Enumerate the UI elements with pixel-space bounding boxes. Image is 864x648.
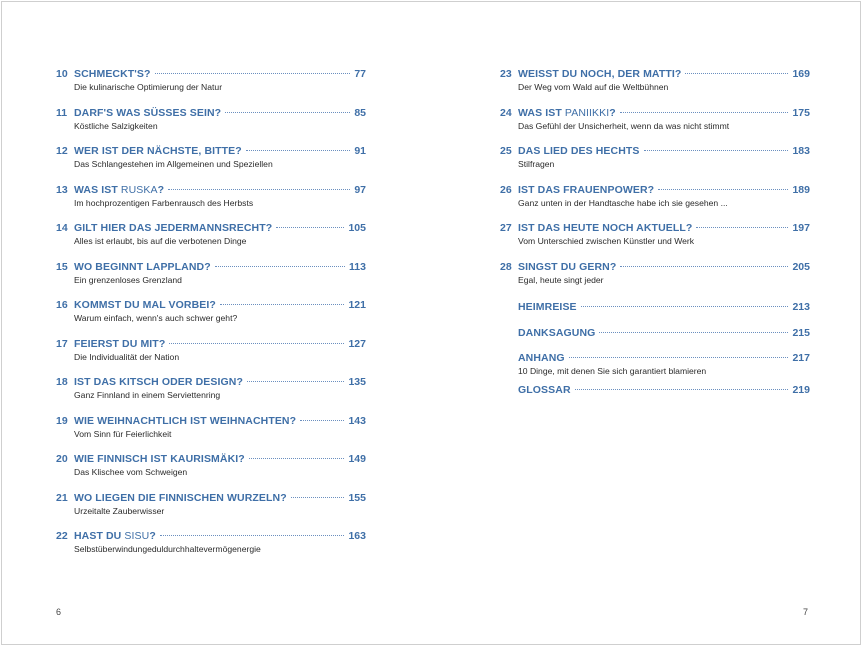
page-number: 163 bbox=[348, 530, 366, 542]
toc-entry[interactable] bbox=[56, 451, 366, 490]
chapter-title-main: GILT HIER DAS JEDERMANNSRECHT? bbox=[74, 222, 273, 234]
chapter-number: 17 bbox=[56, 337, 68, 350]
chapter-title-term: PANIIKKI bbox=[564, 106, 610, 119]
page-number: 175 bbox=[792, 106, 810, 119]
toc-entry-line bbox=[500, 259, 810, 275]
chapter-subtitle: Egal, heute singt jeder bbox=[518, 274, 604, 285]
page-number-left: 6 bbox=[56, 607, 62, 617]
chapter-number: 11 bbox=[56, 106, 68, 119]
chapter-number: 16 bbox=[56, 299, 68, 311]
chapter-number: 15 bbox=[56, 260, 68, 273]
toc-entry-line bbox=[56, 451, 366, 467]
section-title: GLOSSAR bbox=[518, 384, 571, 396]
toc-entry[interactable] bbox=[56, 374, 366, 413]
chapter-title bbox=[74, 259, 211, 275]
toc-entry-line bbox=[56, 259, 366, 275]
dot-leader bbox=[168, 189, 350, 190]
dot-leader bbox=[300, 420, 344, 421]
chapter-subtitle: Urzeitalte Zauberwisser bbox=[74, 505, 165, 516]
chapter-number: 21 bbox=[56, 491, 68, 504]
page-number: 135 bbox=[348, 376, 366, 388]
page-number: 149 bbox=[348, 453, 366, 465]
toc-extra-entry[interactable] bbox=[500, 299, 810, 325]
toc-entry-line bbox=[500, 299, 810, 315]
chapter-title bbox=[74, 413, 296, 429]
toc-entry[interactable] bbox=[500, 220, 810, 259]
toc-entry[interactable] bbox=[56, 259, 366, 298]
chapter-title-main: DAS LIED DES HECHTS bbox=[518, 145, 640, 157]
toc-entry-line bbox=[56, 143, 366, 159]
chapter-title bbox=[518, 220, 692, 236]
chapter-title-term: SISU bbox=[124, 530, 150, 542]
chapter-title-term: RUSKA bbox=[120, 183, 158, 196]
chapter-subtitle: Köstliche Salzigkeiten bbox=[74, 120, 158, 131]
chapter-subtitle: Der Weg vom Wald auf die Weltbühnen bbox=[518, 82, 669, 92]
chapter-number: 20 bbox=[56, 453, 68, 465]
dot-leader bbox=[169, 343, 344, 344]
chapter-title-main: HAST DU bbox=[74, 530, 125, 542]
chapter-subtitle: Vom Unterschied zwischen Künstler und Werk bbox=[518, 236, 695, 246]
chapter-number: 26 bbox=[500, 183, 512, 196]
page-number: 127 bbox=[348, 337, 366, 350]
toc-entry[interactable] bbox=[56, 182, 366, 221]
chapter-title bbox=[74, 490, 287, 506]
chapter-title-main: FEIERST DU MIT? bbox=[74, 337, 166, 350]
chapter-title-main: WO BEGINNT LAPPLAND? bbox=[74, 260, 211, 273]
chapter-title-end: ? bbox=[609, 106, 616, 119]
chapter-title bbox=[74, 374, 243, 390]
chapter-subtitle: Die Individualität der Nation bbox=[74, 351, 180, 362]
toc-entry-line bbox=[500, 105, 810, 121]
chapter-title bbox=[518, 182, 654, 198]
chapter-title-main: WAS IST bbox=[74, 183, 121, 196]
dot-leader bbox=[249, 458, 345, 459]
chapter-subtitle: Die kulinarische Optimierung der Natur bbox=[74, 82, 223, 92]
chapter-title bbox=[74, 182, 164, 198]
toc-entry-line bbox=[56, 336, 366, 352]
dot-leader bbox=[575, 389, 789, 390]
page-number: 183 bbox=[792, 145, 810, 157]
section-title: DANKSAGUNG bbox=[518, 326, 596, 339]
toc-entry[interactable] bbox=[56, 297, 366, 336]
chapter-title bbox=[74, 528, 156, 544]
dot-leader bbox=[581, 306, 789, 307]
dot-leader bbox=[569, 357, 789, 358]
chapter-title bbox=[74, 297, 216, 313]
page-number: 155 bbox=[348, 491, 366, 504]
toc-entry[interactable] bbox=[56, 490, 366, 529]
page-number: 205 bbox=[792, 260, 810, 273]
dot-leader bbox=[620, 266, 788, 267]
dot-leader bbox=[155, 73, 351, 74]
chapter-title-main: IST DAS KITSCH ODER DESIGN? bbox=[74, 376, 243, 388]
toc-entry-line bbox=[56, 413, 366, 429]
chapter-subtitle: Ganz unten in der Handtasche habe ich sie gesehen ... bbox=[518, 197, 728, 208]
page-number: 121 bbox=[348, 299, 366, 311]
chapter-title-main: WAS IST bbox=[518, 106, 565, 119]
chapter-subtitle: Stilfragen bbox=[518, 159, 555, 169]
chapter-number: 19 bbox=[56, 414, 68, 427]
chapter-title-end: ? bbox=[157, 183, 165, 196]
chapter-subtitle: Das Schlangestehen im Allgemeinen und Speziellen bbox=[74, 159, 273, 169]
dot-leader bbox=[225, 112, 350, 113]
dot-leader bbox=[291, 497, 345, 498]
toc-left-column bbox=[56, 66, 366, 567]
chapter-title bbox=[74, 105, 221, 121]
toc-entry[interactable] bbox=[500, 105, 810, 144]
dot-leader bbox=[276, 227, 344, 228]
toc-entry-line bbox=[56, 528, 366, 544]
toc-entry-line bbox=[500, 220, 810, 236]
toc-entry-line bbox=[56, 105, 366, 121]
toc-entry[interactable] bbox=[56, 143, 366, 182]
dot-leader bbox=[658, 189, 788, 190]
chapter-number: 27 bbox=[500, 222, 512, 234]
chapter-subtitle: Ein grenzenloses Grenzland bbox=[74, 274, 182, 285]
chapter-number: 10 bbox=[56, 68, 68, 80]
chapter-number: 23 bbox=[500, 68, 512, 80]
dot-leader bbox=[246, 150, 351, 151]
chapter-subtitle: Selbstüberwindungeduldurchhaltevermögenergie bbox=[74, 544, 261, 554]
page-number: 197 bbox=[792, 222, 810, 234]
toc-entry-line bbox=[56, 297, 366, 313]
chapter-number: 14 bbox=[56, 222, 68, 234]
dot-leader bbox=[215, 266, 345, 267]
toc-entry-line bbox=[56, 66, 366, 82]
chapter-title-main: KOMMST DU MAL VORBEI? bbox=[74, 299, 216, 311]
page-number: 217 bbox=[792, 352, 810, 364]
page-number: 91 bbox=[354, 145, 366, 157]
page-number: 213 bbox=[792, 301, 810, 313]
chapter-title bbox=[518, 259, 616, 275]
toc-entry-line bbox=[56, 182, 366, 198]
chapter-title-main: IST DAS FRAUENPOWER? bbox=[518, 183, 655, 196]
page-number: 219 bbox=[792, 384, 810, 396]
page-number: 143 bbox=[348, 414, 366, 427]
chapter-subtitle: Alles ist erlaubt, bis auf die verbotenen Dinge bbox=[74, 236, 247, 246]
toc-entry[interactable] bbox=[56, 105, 366, 144]
chapter-title bbox=[74, 336, 165, 352]
page-number: 97 bbox=[354, 183, 366, 196]
toc-entry-line bbox=[56, 490, 366, 506]
page-number: 215 bbox=[792, 326, 810, 339]
dot-leader bbox=[644, 150, 789, 151]
toc-entry[interactable] bbox=[56, 336, 366, 375]
chapter-title-main: WIE WEIHNACHTLICH IST WEIHNACHTEN? bbox=[74, 414, 297, 427]
section-title: HEIMREISE bbox=[518, 301, 577, 313]
chapter-subtitle: Das Gefühl der Unsicherheit, wenn da was nicht stimmt bbox=[518, 120, 730, 131]
dot-leader bbox=[685, 73, 788, 74]
toc-entry-line bbox=[500, 325, 810, 341]
toc-entry[interactable] bbox=[56, 413, 366, 452]
toc-right-column bbox=[500, 66, 810, 408]
chapter-title bbox=[518, 66, 681, 82]
dot-leader bbox=[696, 227, 788, 228]
toc-extra-entry[interactable] bbox=[500, 350, 810, 382]
chapter-subtitle: Vom Sinn für Feierlichkeit bbox=[74, 428, 172, 439]
toc-entry[interactable] bbox=[500, 143, 810, 182]
toc-entry-line bbox=[500, 66, 810, 82]
chapter-title bbox=[74, 451, 245, 467]
chapter-title bbox=[74, 143, 242, 159]
dot-leader bbox=[620, 112, 789, 113]
toc-entry[interactable] bbox=[56, 220, 366, 259]
chapter-title-main: WEISST DU NOCH, DER MATTI? bbox=[518, 68, 682, 80]
dot-leader bbox=[220, 304, 345, 305]
chapter-title bbox=[74, 66, 151, 82]
chapter-title bbox=[74, 220, 272, 236]
chapter-title-main: DARF'S WAS SÜSSES SEIN? bbox=[74, 106, 222, 119]
chapter-number: 12 bbox=[56, 145, 68, 157]
toc-entry-line bbox=[500, 143, 810, 159]
chapter-number: 25 bbox=[500, 145, 512, 157]
toc-entry[interactable] bbox=[500, 66, 810, 105]
chapter-number: 22 bbox=[56, 530, 68, 542]
page-number: 113 bbox=[349, 260, 366, 273]
chapter-title-end: ? bbox=[149, 530, 156, 542]
section-subtitle: 10 Dinge, mit denen Sie sich garantiert blamieren bbox=[518, 366, 707, 376]
chapter-subtitle: Warum einfach, wenn's auch schwer geht? bbox=[74, 313, 238, 323]
page-number: 105 bbox=[348, 222, 366, 234]
toc-entry-line bbox=[500, 382, 810, 398]
toc-entry[interactable] bbox=[56, 66, 366, 105]
toc-entry[interactable] bbox=[500, 182, 810, 221]
toc-extra-entry[interactable] bbox=[500, 325, 810, 351]
chapter-number: 13 bbox=[56, 183, 68, 196]
chapter-title-main: WO LIEGEN DIE FINNISCHEN WURZELN? bbox=[74, 491, 287, 504]
chapter-title bbox=[518, 143, 640, 159]
chapter-title bbox=[518, 105, 616, 121]
chapter-subtitle: Ganz Finnland in einem Serviettenring bbox=[74, 390, 221, 400]
section-title: ANHANG bbox=[518, 352, 565, 364]
chapter-number: 28 bbox=[500, 260, 512, 273]
chapter-number: 24 bbox=[500, 106, 512, 119]
chapter-number: 18 bbox=[56, 376, 68, 388]
toc-entry-line bbox=[56, 374, 366, 390]
toc-entry[interactable] bbox=[500, 259, 810, 298]
chapter-subtitle: Im hochprozentigen Farbenrausch des Herbsts bbox=[74, 197, 254, 208]
chapter-subtitle: Das Klischee vom Schweigen bbox=[74, 467, 188, 477]
toc-entry-line bbox=[500, 350, 810, 366]
dot-leader bbox=[247, 381, 345, 382]
chapter-title-main: SINGST DU GERN? bbox=[518, 260, 617, 273]
page-number: 77 bbox=[354, 68, 366, 80]
chapter-title-main: IST DAS HEUTE NOCH AKTUELL? bbox=[518, 222, 693, 234]
chapter-title-main: WIE FINNISCH IST KAURISMÄKI? bbox=[74, 453, 245, 465]
toc-extra-entry[interactable] bbox=[500, 382, 810, 408]
toc-entry-line bbox=[56, 220, 366, 236]
toc-entry-line bbox=[500, 182, 810, 198]
chapter-title-main: WER IST DER NÄCHSTE, BITTE? bbox=[74, 145, 242, 157]
toc-entry[interactable] bbox=[56, 528, 366, 567]
page-number: 189 bbox=[792, 183, 810, 196]
page-number: 85 bbox=[354, 106, 366, 119]
page-number: 169 bbox=[792, 68, 810, 80]
page-number-right: 7 bbox=[803, 607, 809, 617]
chapter-title-main: SCHMECKT'S? bbox=[74, 68, 151, 80]
dot-leader bbox=[599, 332, 788, 333]
dot-leader bbox=[160, 535, 345, 536]
